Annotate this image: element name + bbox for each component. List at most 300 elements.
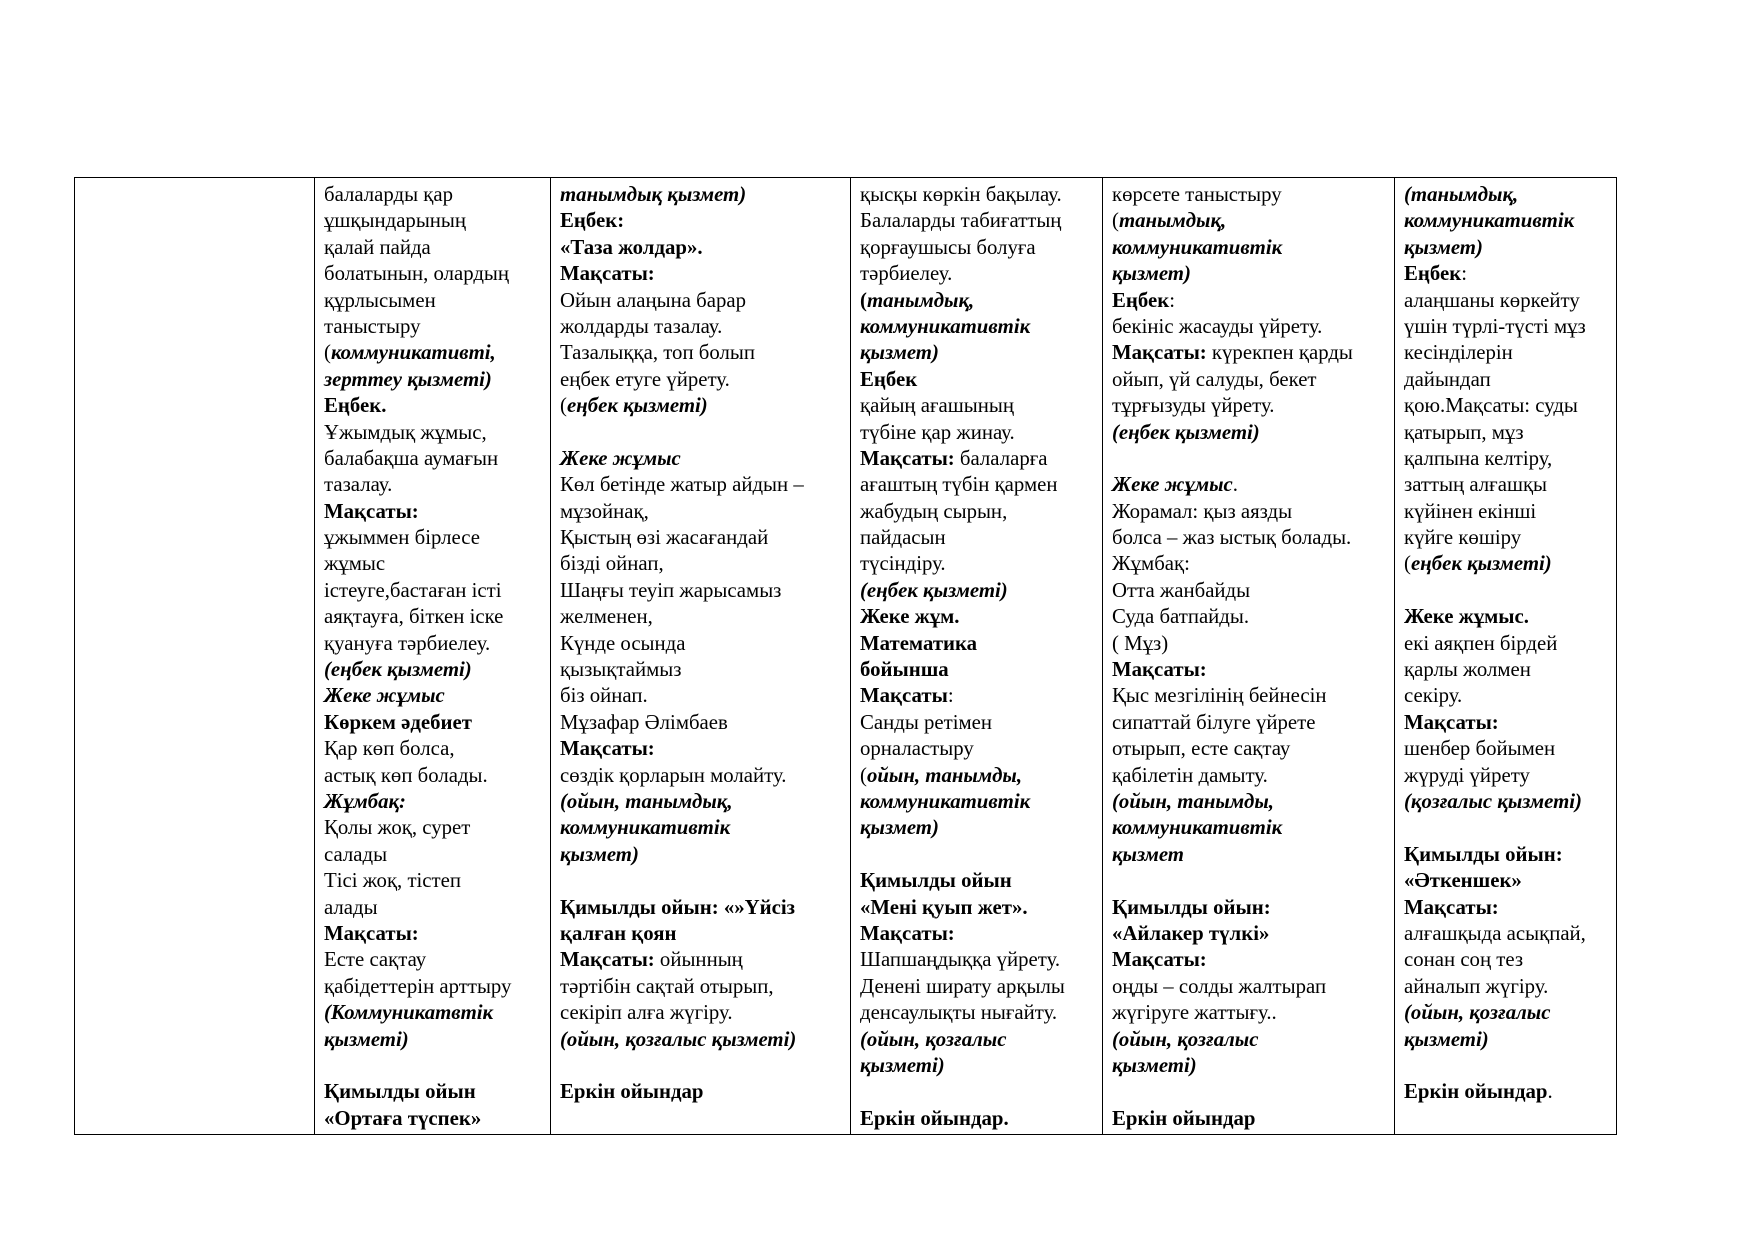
text-line [1112,261,1391,287]
text-line [324,499,547,525]
bold-italic-text: қызмет [1112,842,1184,866]
text-line [1112,842,1391,868]
bold-italic-text: (ойын, танымды, [1112,789,1275,813]
text-segment: жұмыс [324,552,386,576]
bold-text: Еркін ойындар [1112,1106,1256,1130]
text-line [1404,657,1613,683]
bold-text: Еңбек. [324,394,387,418]
text-line [1404,314,1613,340]
text-segment: айналып жүгіру. [1404,974,1549,998]
bold-text: Мақсаты: [1112,658,1207,682]
text-segment: Қолы жоқ, сурет [324,816,471,840]
bold-italic-text: танымдық қызмет) [560,183,747,206]
bold-italic-text: қызмет) [560,842,639,866]
text-line [860,868,1099,894]
text-line [860,182,1099,208]
bold-text: Еңбек [1404,262,1462,286]
text-line [324,446,547,472]
text-line [324,340,547,366]
bold-italic-text: (еңбек қызметі) [324,658,472,682]
text-line [560,868,847,894]
text-segment: күйге көшіру [1404,526,1522,550]
bold-text: қалған қоян [560,921,677,945]
text-segment: желменен, [560,605,653,629]
cell-text [851,178,1102,1132]
text-segment: сөздік қорларын молайту. [560,763,787,787]
text-line [860,261,1099,287]
text-line [1404,551,1613,577]
text-segment: жабудың сырын, [860,499,1008,523]
text-line [324,921,547,947]
text-segment: ( [560,394,567,418]
text-line [860,763,1099,789]
bold-text: Қимылды ойын: [1112,895,1271,919]
text-segment: тәртібін сақтай отырып, [560,974,774,998]
text-segment: орналастыру [860,737,974,761]
text-segment: қалпына келтіру, [1404,446,1553,470]
text-line [324,1000,547,1026]
bold-italic-text: Жеке жұмыс [1112,473,1233,497]
bold-italic-text: (ойын, қозғалыс [860,1027,1007,1051]
text-segment: сипаттай білуге үйрете [1112,710,1316,734]
text-line [324,314,547,340]
bold-italic-text: еңбек қызметі) [566,394,708,418]
text-line [1112,235,1391,261]
bold-italic-text: коммуникативтік [860,789,1031,813]
text-segment: аяқтауға, біткен іске [324,605,504,629]
bold-text: Еркін ойындар [1404,1080,1548,1104]
text-line [1404,235,1613,261]
text-segment: Тісі жоқ, тістеп [324,869,461,893]
text-segment: Жорамал: қыз аязды [1112,499,1293,523]
text-line [1112,367,1391,393]
text-line [1404,974,1613,1000]
text-line [860,472,1099,498]
bold-italic-text: қызмет) [860,341,939,365]
text-line [324,578,547,604]
bold-text: бойынша [860,658,949,682]
bold-italic-text: қызметі) [1112,1053,1197,1077]
text-segment: ұшқындарының [324,209,467,233]
text-line [1404,499,1613,525]
text-segment: күрекпен қарды [1206,341,1353,365]
text-line [860,551,1099,577]
cell-text [75,178,314,182]
bold-italic-text: қызметі) [860,1053,945,1077]
text-line [560,789,847,815]
text-line [560,763,847,789]
bold-text: Еңбек [860,367,918,391]
text-line [324,1027,547,1053]
text-line [860,446,1099,472]
bold-italic-text: Жеке жұмыс [324,684,445,708]
bold-italic-text: қызметі) [324,1027,409,1051]
bold-text: Мақсаты [860,684,948,708]
text-line [324,393,547,419]
text-segment: балаларға [954,446,1048,470]
text-line [1112,710,1391,736]
bold-text: «Мені қуып жет». [860,895,1028,919]
text-line [1404,842,1613,868]
text-line [1404,446,1613,472]
bold-text: Мақсаты: [560,262,655,286]
text-segment: Ұжымдық жұмыс, [324,420,487,444]
text-line [560,472,847,498]
text-segment: Суда батпайды. [1112,605,1250,629]
bold-text: Қимылды ойын: [1404,842,1563,866]
text-segment: қорғаушысы болуға [860,235,1036,259]
text-segment: ( [324,341,331,365]
text-line [324,947,547,973]
text-line [860,578,1099,604]
text-line [1112,1000,1391,1026]
text-line [560,367,847,393]
text-segment: қайың ағашының [860,394,1014,418]
text-segment: жолдарды тазалау. [560,314,723,338]
bold-text: Көркем әдебиет [324,710,472,734]
text-segment: Отта жанбайды [1112,578,1251,602]
text-segment: ( [1404,552,1411,576]
text-line [860,208,1099,234]
bold-italic-text: (ойын, қозғалыс [1404,1001,1551,1025]
text-segment: денсаулықты нығайту. [860,1001,1058,1025]
text-segment: Қыс мезгілінің бейнесін [1112,684,1327,708]
bold-text: Мақсаты: [860,446,955,470]
text-line [324,657,547,683]
text-line [860,895,1099,921]
bold-text: «Әткеншек» [1404,869,1522,893]
text-line [560,1027,847,1053]
text-segment: Көл бетінде жатыр айдын – [560,473,804,497]
bold-italic-text: танымдық, [1118,209,1227,233]
text-line [860,736,1099,762]
text-line [324,842,547,868]
text-line [1112,288,1391,314]
text-line [860,947,1099,973]
text-segment: ( [860,763,867,787]
text-segment: түбіне қар жинау. [860,420,1015,444]
cell-text [1395,178,1616,1106]
text-line [324,208,547,234]
text-line [324,420,547,446]
text-line [860,314,1099,340]
text-segment: кесінділерін [1404,341,1513,365]
text-line [860,974,1099,1000]
text-line [860,420,1099,446]
text-line [1112,578,1391,604]
bold-italic-text: қызмет) [1404,235,1483,259]
text-line [1112,1079,1391,1105]
text-segment: жүруді үйрету [1404,763,1530,787]
text-line [860,1053,1099,1079]
text-line [324,868,547,894]
text-line [560,578,847,604]
text-segment: болатынын, олардың [324,262,510,286]
text-segment: Ойын алаңына барар [560,288,746,312]
text-segment: балабақша аумағын [324,446,499,470]
text-line [1404,288,1613,314]
bold-italic-text: (еңбек қызметі) [860,578,1008,602]
text-line [1112,895,1391,921]
text-line [560,261,847,287]
text-line [324,763,547,789]
text-segment: көрсете таныстыру [1112,183,1282,206]
bold-italic-text: (Коммуникатвтік [324,1001,494,1025]
text-segment: : [1169,288,1175,312]
bold-italic-text: коммуникативтік [860,314,1031,338]
text-line [560,288,847,314]
text-line [1112,789,1391,815]
text-line [324,1079,547,1105]
text-line [560,393,847,419]
text-line [560,208,847,234]
text-segment: Тазалыққа, топ болып [560,341,755,365]
text-segment: мұзойнақ, [560,499,649,523]
text-line [560,340,847,366]
text-line [1112,921,1391,947]
text-segment: отырып, есте сақтау [1112,737,1291,761]
bold-italic-text: еңбек қызметі) [1410,552,1552,576]
text-line [1112,208,1391,234]
text-segment: еңбек етуге үйрету. [560,367,730,391]
text-segment: күйінен екінші [1404,499,1537,523]
text-segment: оңды – солды жалтырап [1112,974,1327,998]
text-segment: қабідеттерін арттыру [324,974,512,998]
text-line [560,420,847,446]
bold-italic-text: коммуникативтік [1112,816,1283,840]
bold-text: Еңбек [1112,288,1170,312]
text-segment: Шаңғы теуіп жарысамыз [560,578,782,602]
text-line [1404,631,1613,657]
text-line [1112,631,1391,657]
text-line [1404,895,1613,921]
text-line [1404,815,1613,841]
text-line [1404,763,1613,789]
text-line [560,314,847,340]
text-line [324,1106,547,1132]
bold-text: Қимылды ойын [324,1080,476,1104]
text-segment: заттың алғашқы [1404,473,1548,497]
bold-text: Мақсаты: [1112,341,1207,365]
table-cell [551,178,851,1135]
text-segment: сонан соң тез [1404,948,1524,972]
text-line [860,499,1099,525]
text-segment: Шапшаңдыққа үйрету. [860,948,1061,972]
text-line [1112,314,1391,340]
text-line [860,683,1099,709]
text-line [1112,736,1391,762]
text-line [1404,683,1613,709]
text-line [324,710,547,736]
text-line [560,235,847,261]
text-segment: алады [324,895,378,919]
table-cell [75,178,315,1135]
text-line [860,842,1099,868]
text-segment: Мұзафар Әлімбаев [560,710,728,734]
text-line [324,895,547,921]
text-line [324,288,547,314]
text-segment: қарлы жолмен [1404,658,1531,682]
text-line [860,288,1099,314]
text-line [1404,789,1613,815]
text-line [860,789,1099,815]
plan-table [74,177,1617,1135]
text-line [1112,763,1391,789]
text-line [1112,604,1391,630]
cell-text [315,178,550,1132]
bold-italic-text: қызметі) [1404,1027,1489,1051]
bold-italic-text: Жеке жұмыс [560,446,681,470]
cell-text [551,178,850,1106]
text-line [324,604,547,630]
bold-text: Жеке жұм. [860,605,960,629]
text-line [1404,710,1613,736]
text-line [1404,736,1613,762]
text-line [860,1027,1099,1053]
text-segment: құрлысымен [324,288,436,312]
text-segment: ойынның [654,948,743,972]
text-line [324,736,547,762]
text-segment: Күнде осында [560,631,686,655]
text-segment: қызықтаймыз [560,658,682,682]
text-segment: біз ойнап. [560,684,648,708]
text-line [860,604,1099,630]
text-line [560,551,847,577]
text-segment: Қар көп болса, [324,737,455,761]
text-segment: Қыстың өзі жасағандай [560,526,769,550]
text-segment: қою.Мақсаты: суды [1404,394,1578,418]
text-line [1112,446,1391,472]
bold-text: Мақсаты: [324,499,419,523]
text-segment: қалай пайда [324,235,431,259]
text-segment: ( [1112,209,1119,233]
text-segment: ойып, үй салуды, бекет [1112,367,1317,391]
text-segment: жүгіруге жаттығу.. [1112,1001,1277,1025]
text-line [1112,974,1391,1000]
text-line [1404,393,1613,419]
text-line [1404,1027,1613,1053]
text-segment: екі аяқпен бірдей [1404,631,1558,655]
bold-text: Мақсаты: [560,948,655,972]
text-line [860,657,1099,683]
text-line [1404,367,1613,393]
bold-italic-text: танымдық, [866,288,975,312]
text-segment: : [947,684,954,708]
text-line [560,842,847,868]
text-line [860,235,1099,261]
text-segment: қысқы көркін бақылау. [860,183,1062,206]
text-line [1112,1053,1391,1079]
text-line [860,367,1099,393]
text-line [560,525,847,551]
text-line [1404,472,1613,498]
bold-italic-text: ойын, танымды, [866,763,1023,787]
text-segment: Жұмбақ: [1112,552,1190,576]
text-segment: балаларды қар [324,183,454,206]
bold-text: Мақсаты: [1112,948,1207,972]
text-segment: алаңшаны көркейту [1404,288,1580,312]
table-cell [851,178,1103,1135]
bold-text: Еркін ойындар [560,1080,704,1104]
text-line [1112,1027,1391,1053]
text-segment: тұрғызуды үйрету. [1112,394,1275,418]
text-line [324,472,547,498]
text-line [560,499,847,525]
text-line [324,1053,547,1079]
text-line [860,710,1099,736]
bold-italic-text: коммуникативті, [330,341,496,365]
text-segment: . [1232,473,1238,497]
text-line [860,1106,1099,1132]
text-segment: шенбер бойымен [1404,737,1556,761]
text-line [860,525,1099,551]
bold-text: Қимылды ойын: «»Үйсіз [560,895,795,919]
bold-italic-text: (ойын, қозғалыс [1112,1027,1259,1051]
table-row [75,178,1617,1135]
text-line [1404,420,1613,446]
text-line [860,631,1099,657]
text-segment: : [1461,262,1467,286]
text-segment: ұжыммен бірлесе [324,526,480,550]
text-line [1112,499,1391,525]
text-line [1112,815,1391,841]
text-line [560,974,847,1000]
table-cell [315,178,551,1135]
text-line [324,551,547,577]
bold-text: Еңбек: [560,209,625,233]
text-line [1112,472,1391,498]
text-line [324,525,547,551]
text-line [560,631,847,657]
bold-text: ( [860,288,867,312]
bold-text: Мақсаты: [1404,710,1499,734]
text-line [1404,604,1613,630]
text-segment: бізді ойнап, [560,552,664,576]
bold-text: Қимылды ойын [860,869,1012,893]
bold-italic-text: Жұмбақ: [324,789,406,813]
bold-text: Мақсаты: [560,737,655,761]
text-line [560,895,847,921]
text-line [560,736,847,762]
text-segment: Есте сақтау [324,948,427,972]
text-line [560,1079,847,1105]
text-line [1112,525,1391,551]
text-line [560,947,847,973]
text-segment: қуануға тәрбиелеу. [324,631,491,655]
text-segment: секіріп алға жүгіру. [560,1001,733,1025]
text-line [860,815,1099,841]
bold-text: Жеке жұмыс. [1404,605,1529,629]
text-line [860,393,1099,419]
bold-text: «Айлакер түлкі» [1112,921,1270,945]
text-line [1112,657,1391,683]
bold-text: Мақсаты: [324,921,419,945]
bold-italic-text: (еңбек қызметі) [1112,420,1260,444]
text-line [560,921,847,947]
text-line [324,815,547,841]
text-line [860,340,1099,366]
text-line [1112,393,1391,419]
bold-italic-text: (қозғалыс қызметі) [1404,789,1582,813]
bold-italic-text: (ойын, қозғалыс қызметі) [560,1027,797,1051]
text-segment: астық көп болады. [324,763,488,787]
text-line [324,683,547,709]
text-line [324,182,547,208]
text-line [324,367,547,393]
text-line [1112,868,1391,894]
text-line [324,789,547,815]
text-segment: ағаштың түбін қармен [860,473,1058,497]
